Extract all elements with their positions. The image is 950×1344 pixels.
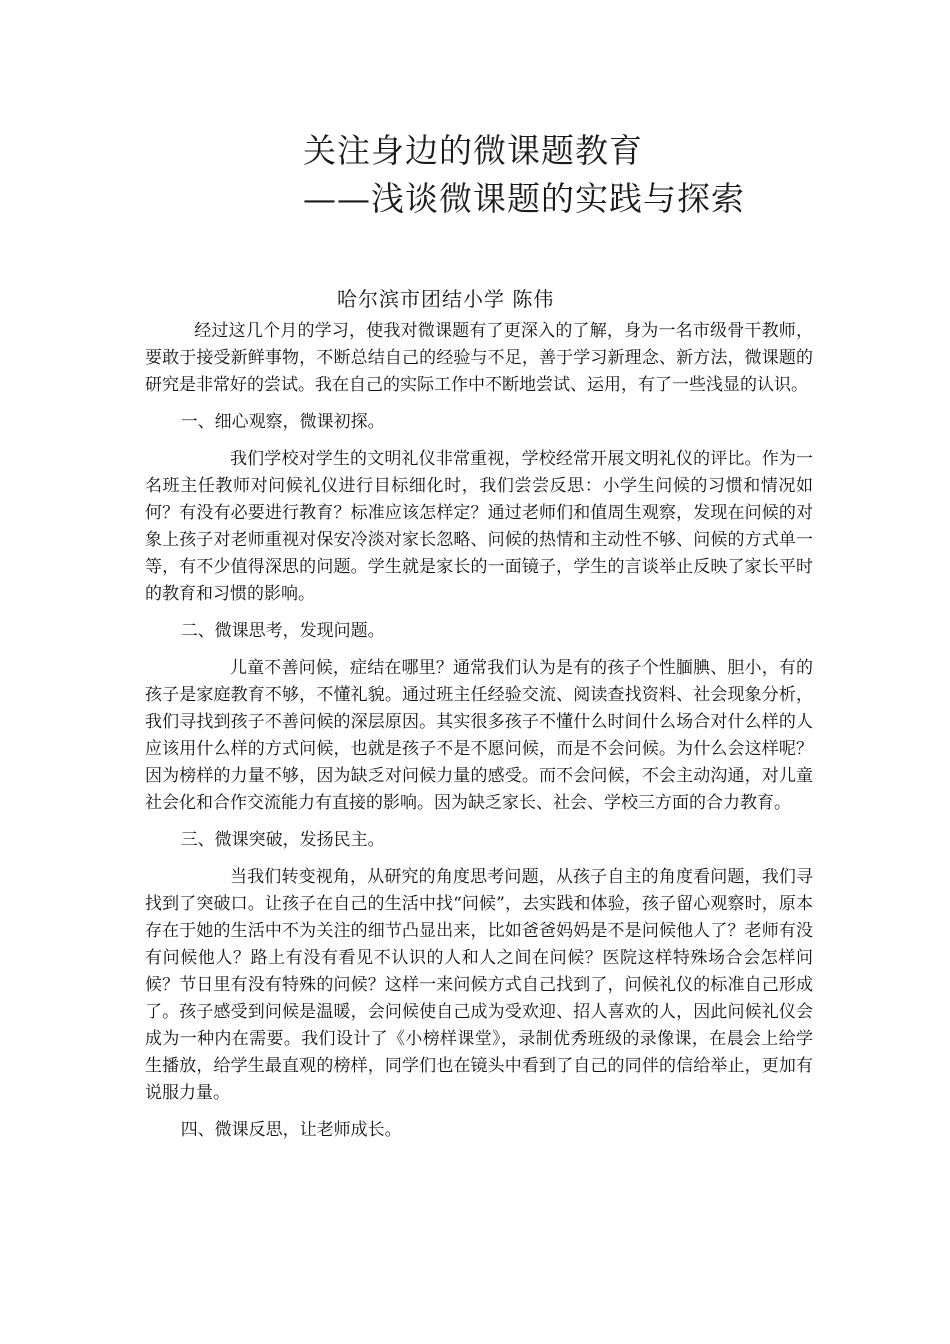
document-body: [145, 318, 813, 1154]
document-title: 关注身边的微课题教育: [303, 131, 643, 170]
section-paragraph-1: 我们学校对学生的文明礼仪非常重视，学校经常开展文明礼仪的评比。作为一名班主任教师对问候礼仪进行目标细化时，我们尝尝反思：小学生问候的习惯和情况如何？有没有必要进行教育？标准应该怎样定？通过老师们和值周生观察，发现在问候的对象上孩子对老师重视对保安冷淡对家长忽略、问候的热情和主动性不够、问候的方式单一等，有不少值得深思的问题。学生就是家长的一面镜子，学生的言谈举止反映了家长平时的教育和习惯的影响。: [145, 449, 813, 604]
intro-paragraph: 经过这几个月的学习，使我对微课题有了更深入的了解，身为一名市级骨干教师，要敢于接受新鲜事物，不断总结自己的经验与不足，善于学习新理念、新方法，微课题的研究是非常好的尝试。我在自己的实际工作中不断地尝试、运用，有了一些浅显的认识。: [145, 321, 813, 395]
section-paragraph-2: 儿童不善问候，症结在哪里？通常我们认为是有的孩子个性腼腆、胆小，有的孩子是家庭教育不够，不懂礼貌。通过班主任经验交流、阅读查找资料、社会现象分析，我们寻找到孩子不善问候的深层原因。其实很多孩子不懂什么时间什么场合对什么样的人应该用什么样的方式问候，也就是孩子不是不愿问候，而是不会问候。为什么会这样呢？因为榜样的力量不够，因为缺乏对问候力量的感受。而不会问候，不会主动沟通，对儿童社会化和合作交流能力有直接的影响。因为缺乏家长、社会、学校三方面的合力教育。: [145, 658, 813, 813]
section-heading-3: 三、微课突破，发扬民主。: [180, 830, 385, 850]
document-author: 哈尔滨市团结小学 陈伟: [337, 287, 555, 311]
document-subtitle: ——浅谈微课题的实践与探索: [303, 179, 745, 218]
section-heading-2: 二、微课思考，发现问题。: [180, 621, 385, 641]
section-heading-4: 四、微课反思，让老师成长。: [180, 1120, 402, 1140]
section-heading-1: 一、细心观察，微课初探。: [180, 412, 385, 432]
section-paragraph-3: 当我们转变视角，从研究的角度思考问题，从孩子自主的角度看问题，我们寻找到了突破口。让孩子在自己的生活中找“问候”，去实践和体验，孩子留心观察时，原本存在于她的生活中不为关注的细节凸显出来，比如爸爸妈妈是不是问候他人了？老师有没有问候他人？路上有没有看见不认识的人和人之间在问候？医院这样特殊场合会怎样问候？节日里有没有特殊的问候？这样一来问候方式自己找到了，问候礼仪的标准自己形成了。孩子感受到问候是温暖，会问候使自己成为受欢迎、招人喜欢的人，因此问候礼仪会成为一种内在需要。我们设计了《小榜样课堂》，录制优秀班级的录像课，在晨会上给学生播放，给学生最直观的榜样，同学们也在镜头中看到了自己的同伴的信给举止，更加有说服力量。: [145, 867, 813, 1103]
